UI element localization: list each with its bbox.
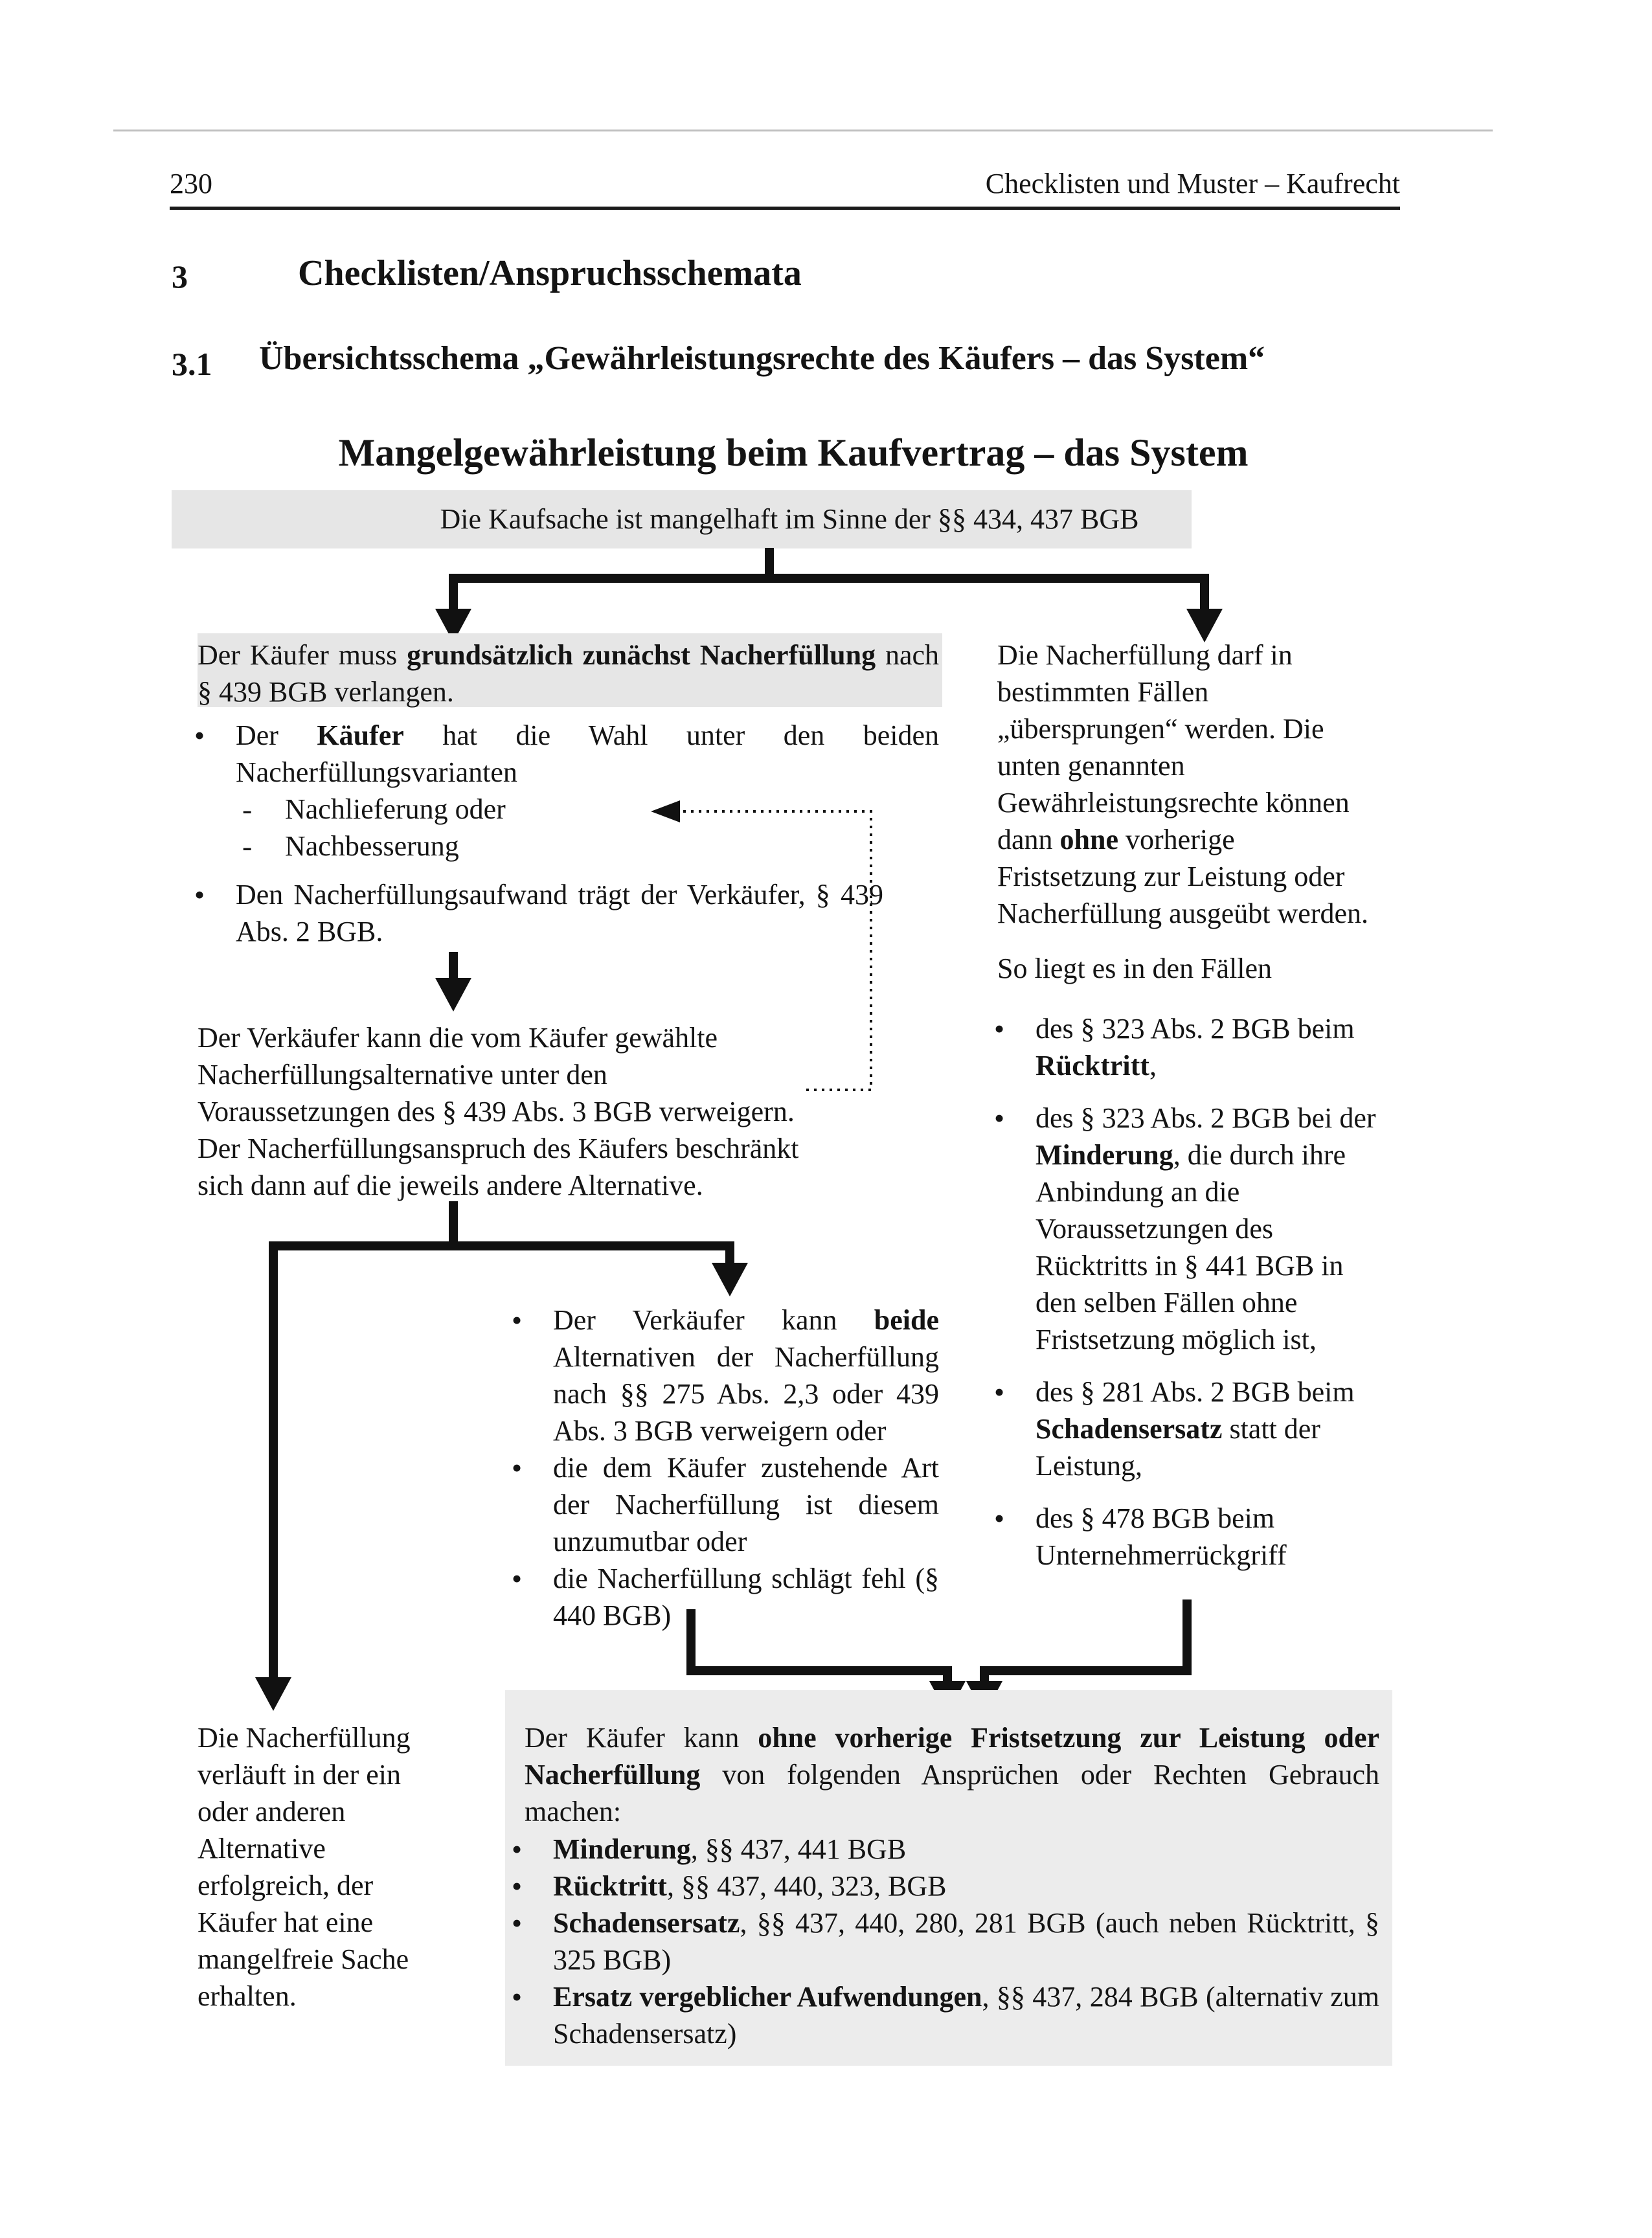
middle-list: [512, 1302, 939, 1634]
section-title: Checklisten/Anspruchsschemata: [298, 253, 802, 293]
left-box-list: [194, 717, 939, 950]
rights-item-bold: Minderung: [553, 1833, 691, 1865]
rights-item: [512, 1978, 1379, 2052]
page-number: 230: [170, 168, 212, 199]
section-number: 3: [172, 258, 188, 295]
case3-bold: Schadensersatz: [1035, 1413, 1223, 1445]
right-cases-list: [994, 1010, 1383, 1574]
arrowhead-middle: [712, 1263, 748, 1296]
success-text: Die Nacherfüllung verläuft in der ein oder anderen Alternative erfolgreich, der Käufer hat eine mangelfreie Sache erhalten.: [198, 1722, 411, 2012]
rights-item-rest: , §§ 437, 284 BGB (alternativ zum Schadensersatz): [553, 1981, 1379, 2050]
middle-item: [512, 1302, 939, 1449]
rights-item-rest: , §§ 437, 440, 323, BGB: [666, 1870, 947, 1902]
variant-item: - Nachbesserung: [236, 828, 676, 865]
arrowhead-success: [255, 1677, 291, 1711]
case2-b: , die durch ihre Anbindung an die Voraussetzungen des Rücktritts in § 441 BGB in den selben Fällen ohne Fristsetzung möglich ist,: [1035, 1139, 1346, 1355]
case-item: • des § 478 BGB beim Unternehmerrückgriff: [994, 1500, 1383, 1574]
rights-item-bold: Rücktritt: [553, 1870, 667, 1902]
rights-item: [512, 1905, 1379, 1978]
choice-bold: Käufer: [317, 719, 404, 751]
rights-intro-bold: ohne vorherige Fristsetzung zur Leistung oder Nacherfüllung: [525, 1722, 1380, 1791]
case-item: [994, 1010, 1383, 1084]
right-p1-a: Die Nacherfüllung darf in bestimmten Fällen „übersprungen“ werden. Die unten genannten Gewährleistungsrechte können dann: [997, 639, 1350, 855]
case2-bold: Minderung: [1035, 1139, 1173, 1171]
variant-list: [236, 791, 676, 865]
top-box-text: Die Kaufsache ist mangelhaft im Sinne der §§ 434, 437 BGB: [440, 503, 1139, 535]
left-intro-bold: grundsätzlich zunächst Nacherfüllung: [407, 639, 876, 671]
refusal-text: Der Verkäufer kann die vom Käufer gewählte Nacherfüllungsalternative unter den Voraussetzungen des § 439 Abs. 3 BGB verweigern. Der Nacherfüllungsanspruch des Käufers beschränkt sich dann auf die jeweils andere Alternative.: [198, 1022, 799, 1201]
middle-b1-bold: beide: [874, 1304, 939, 1336]
right-cases-intro: So liegt es in den Fällen: [997, 953, 1273, 984]
left-box-intro: [198, 637, 939, 710]
subsection-number: 3.1: [172, 346, 212, 382]
connector-top-right: [769, 578, 1205, 609]
case1-bold: Rücktritt: [1035, 1050, 1149, 1081]
case1-b: ,: [1149, 1050, 1157, 1081]
case3-a: des § 281 Abs. 2 BGB beim: [1035, 1376, 1355, 1408]
right-p1-b: vorherige Fristsetzung zur Leistung oder Nacherfüllung ausgeübt werden.: [997, 824, 1369, 929]
connector-right-merge: [984, 1599, 1187, 1684]
middle-item: • die dem Käufer zustehende Art der Nacherfüllung ist diesem unzumutbar oder: [512, 1449, 939, 1560]
case1-a: des § 323 Abs. 2 BGB beim: [1035, 1013, 1355, 1045]
connector-top-split: [453, 548, 769, 609]
connector-middle-down: [453, 1246, 730, 1266]
diagram-title: Mangelgewährleistung beim Kaufvertrag – das System: [338, 431, 1249, 474]
rights-item-bold: Schadensersatz: [553, 1907, 740, 1939]
middle-b1-b: Alternativen der Nacherfüllung nach §§ 275 Abs. 2,3 oder 439 Abs. 3 BGB verweigern oder: [553, 1341, 939, 1447]
choice-item: [194, 717, 939, 865]
rights-intro: [525, 1719, 1379, 1830]
connector-left-down: [273, 1201, 453, 1677]
case2-a: des § 323 Abs. 2 BGB bei der: [1035, 1102, 1376, 1134]
arrowhead-refusal: [435, 978, 471, 1012]
left-intro-b: nach § 439 BGB verlangen.: [198, 639, 939, 708]
right-intro: [997, 637, 1373, 932]
variant-item: - Nachlieferung oder: [236, 791, 676, 828]
case3-b: statt der Leistung,: [1035, 1413, 1320, 1482]
choice-a: Der: [236, 719, 317, 751]
rights-intro-a: Der Käufer kann: [525, 1722, 758, 1754]
middle-b1-a: Der Verkäufer kann: [553, 1304, 874, 1336]
rights-item: [512, 1831, 1379, 1868]
subsection-title: Übersichtsschema „Gewährleistungsrechte des Käufers – das System“: [259, 340, 1265, 377]
rights-item-rest: , §§ 437, 440, 280, 281 BGB (auch neben Rücktritt, § 325 BGB): [553, 1907, 1379, 1976]
left-intro-a: Der Käufer muss: [198, 639, 407, 671]
rights-intro-b: von folgenden Ansprüchen oder Rechten Gebrauch machen:: [525, 1759, 1379, 1827]
rights-item: [512, 1868, 1379, 1905]
choice-b: hat die Wahl unter den beiden Nacherfüllungsvarianten: [236, 719, 939, 788]
case-item: [994, 1100, 1383, 1358]
rights-item-rest: , §§ 437, 441 BGB: [690, 1833, 907, 1865]
running-title: Checklisten und Muster – Kaufrecht: [985, 168, 1400, 199]
middle-item: • die Nacherfüllung schlägt fehl (§ 440 BGB): [512, 1560, 939, 1634]
cost-item: • Den Nacherfüllungsaufwand trägt der Verkäufer, § 439 Abs. 2 BGB.: [194, 876, 883, 950]
case-item: [994, 1373, 1383, 1484]
rights-list: [512, 1831, 1379, 2052]
right-p1-bold: ohne: [1059, 824, 1119, 855]
rights-item-bold: Ersatz vergeblicher Aufwendungen: [553, 1981, 982, 2013]
